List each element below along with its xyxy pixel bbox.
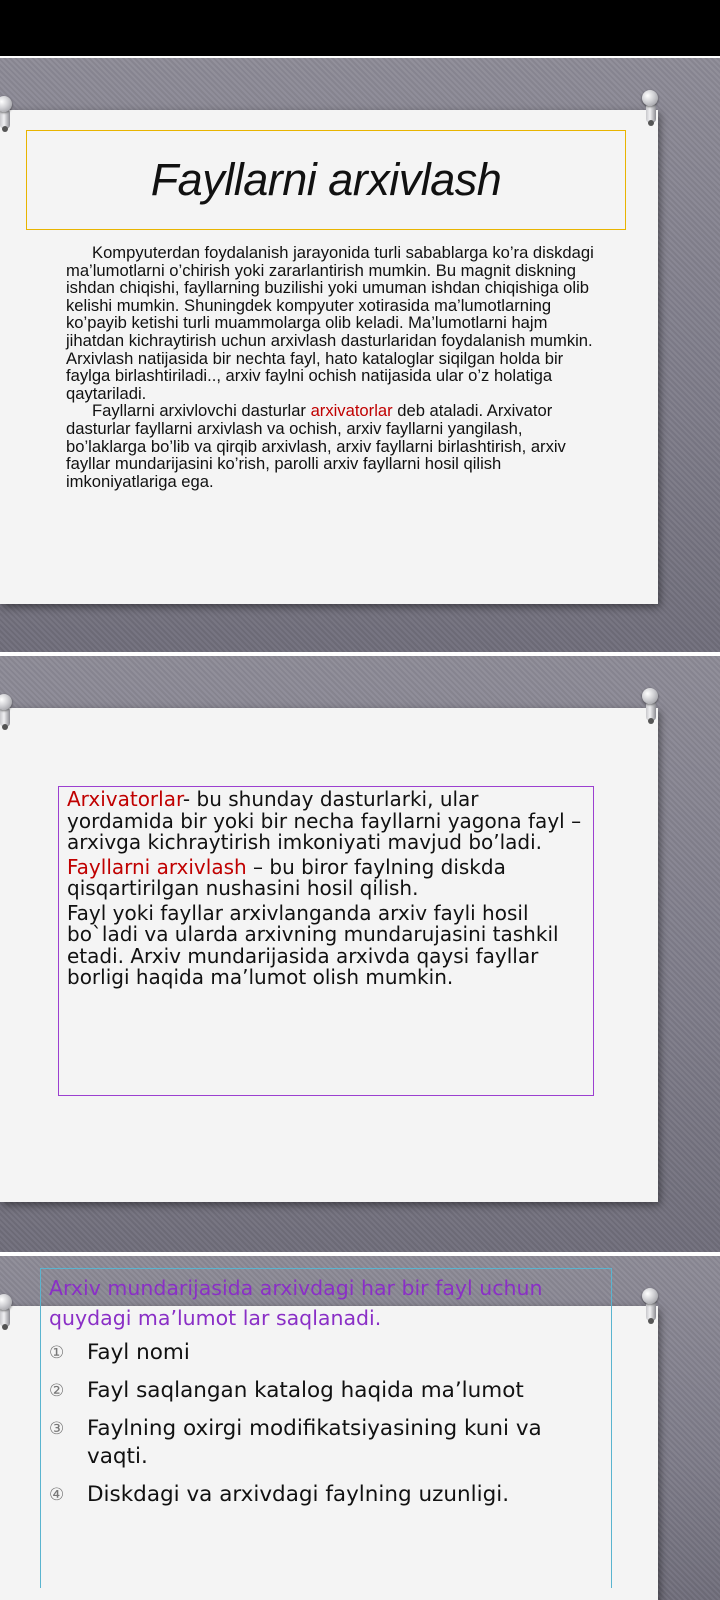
paragraph-2	[66, 402, 606, 490]
list-item-text: Fayl nomi	[87, 1340, 190, 1365]
paragraph-1: Kompyuterdan foydalanish jarayonida turli sabablarga ko’ra diskdagi ma’lumotlarni o’chirish yoki zararlantirish mumkin. Bu magnit diskning ishdan chiqishi, fayllarning buzilishi yoki umuman ishdan chiqishiga olib kelishi mumkin. Shuningdek kompyuter xotirasida ma’lumotlarning ko’payib ketishi turli muammolarga olib keladi. Ma’lumotlarni hajm jihatdan kichraytirish uchun arxivlash dasturlaridan foydalanish mumkin. Arxivlash natijasida bir nechta fayl, hato kataloglar siqilgan holda bir faylga birlashtiriladi.., arxiv faylni ochish natijasida ular o’z holatiga qaytariladi.	[66, 243, 594, 403]
term-arxivatorlar: arxivatorlar	[310, 401, 393, 421]
definition-arxivatorlar	[67, 789, 585, 854]
archive-contents-heading: Arxiv mundarijasida arxivdagi har bir fayl uchun quydagi ma’lumot lar saqlanadi.	[49, 1276, 543, 1330]
circled-number-icon: ④	[49, 1485, 65, 1505]
list-item-text: Fayl saqlangan katalog haqida ma’lumot	[87, 1378, 524, 1403]
pin-icon	[640, 688, 662, 724]
definition-fayllarni-arxivlash	[67, 854, 585, 900]
archive-contents-list	[49, 1339, 603, 1509]
slide-1	[0, 58, 720, 652]
definitions-box	[58, 786, 594, 1096]
archive-contents-box	[40, 1268, 612, 1588]
slide-2	[0, 656, 720, 1252]
pin-icon	[640, 90, 662, 126]
term-arxivatorlar: Arxivatorlar	[67, 787, 183, 811]
list-item	[49, 1415, 603, 1471]
pin-icon	[0, 1294, 16, 1330]
slide-1-body	[66, 244, 606, 490]
paragraph-2-end: deb ataladi. Arxivator dasturlar fayllarni arxivlash va ochish, arxiv fayllarni yangilash, bo’laklarga bo’lib va qirqib arxivlash, arxiv fayllarni birlashtirish, arxiv fayllar mundarijasini ko’rish, parolli arxiv fayllarni hosil qilish imkoniyatlariga ega.	[66, 401, 566, 491]
list-item	[49, 1377, 603, 1405]
definition-text: - bu shunday dasturlarki, ular yordamida bir yoki bir necha fayllarni yagona fayl – arxivga kichraytirish imkoniyati mavjud bo’ladi.	[67, 787, 582, 854]
circled-number-icon: ③	[49, 1419, 65, 1439]
slide-title-box	[26, 130, 626, 230]
top-bar	[0, 0, 720, 56]
slide-3	[0, 1256, 720, 1600]
slide-title: Fayllarni arxivlash	[150, 154, 502, 205]
pin-icon	[0, 96, 16, 132]
list-item	[49, 1481, 603, 1509]
definition-text: – bu biror faylning diskda qisqartirilgan nushasini hosil qilish.	[67, 854, 506, 900]
circled-number-icon: ②	[49, 1381, 65, 1401]
paragraph-arxiv-fayli: Fayl yoki fayllar arxivlanganda arxiv fayli hosil bo`ladi va ularda arxivning mundarujasini tashkil etadi. Arxiv mundarijasida arxivda qaysi fayllar borligi haqida ma’lumot olish mumkin.	[67, 900, 559, 989]
paragraph-2-start: Fayllarni arxivlovchi dasturlar	[92, 401, 311, 421]
pin-icon	[0, 694, 16, 730]
list-item-text: Diskdagi va arxivdagi faylning uzunligi.	[87, 1482, 510, 1507]
list-item	[49, 1339, 603, 1367]
list-item-text: Faylning oxirgi modifikatsiyasining kuni va vaqti.	[87, 1416, 542, 1469]
circled-number-icon: ①	[49, 1343, 65, 1363]
pin-icon	[640, 1288, 662, 1324]
term-fayllarni-arxivlash: Fayllarni arxivlash	[67, 854, 247, 879]
